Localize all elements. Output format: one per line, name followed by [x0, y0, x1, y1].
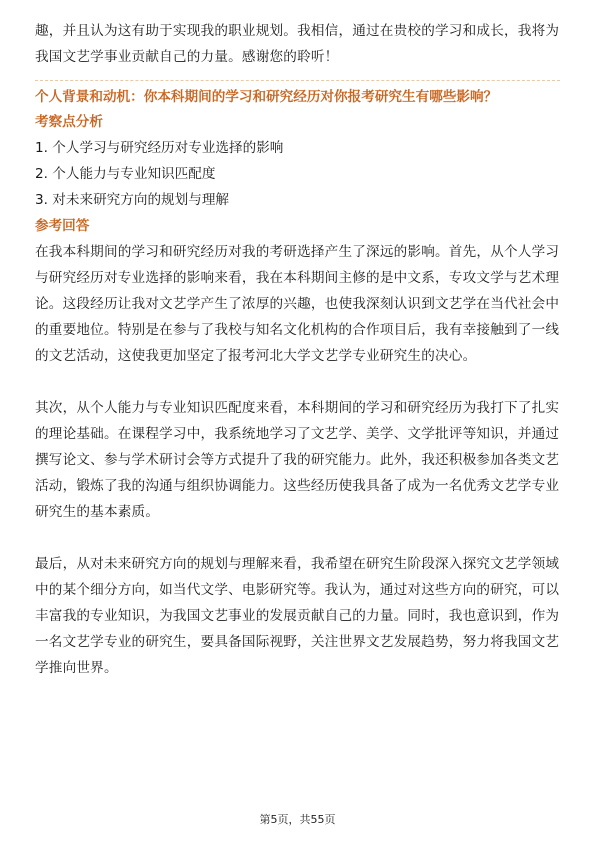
analysis-item: 3. 对未来研究方向的规划与理解	[35, 192, 230, 208]
analysis-item: 1. 个人学习与研究经历对专业选择的影响	[35, 140, 284, 156]
answer-paragraph: 在我本科期间的学习和研究经历对我的考研选择产生了深远的影响。首先，从个人学习与研究经历对专业选择的影响来看，我在本科期间主修的是中文系，专攻文学与艺术理论。这段经历让我对文艺学产生了浓厚的兴趣，也使我深刻认识到文艺学在当代社会中的重要地位。特别是在参与了我校与知名文化机构的合作项目后，我有幸接触到了一线的文艺活动，这使我更加坚定了报考河北大学文艺学专业研究生的决心。	[35, 244, 560, 364]
answer-paragraph: 其次，从个人能力与专业知识匹配度来看，本科期间的学习和研究经历为我打下了扎实的理论基础。在课程学习中，我系统地学习了文艺学、美学、文学批评等知识，并通过撰写论文、参与学术研讨会等方式提升了我的研究能力。此外，我还积极参加各类文艺活动，锻炼了我的沟通与组织协调能力。这些经历使我具备了成为一名优秀文艺学专业研究生的基本素质。	[35, 400, 560, 520]
analysis-heading: 考察点分析	[35, 114, 103, 130]
answer-paragraph: 最后，从对未来研究方向的规划与理解来看，我希望在研究生阶段深入探究文艺学领域中的某个细分方向，如当代文学、电影研究等。我认为，通过对这些方向的研究，可以丰富我的专业知识，为我国文艺事业的发展贡献自己的力量。同时，我也意识到，作为一名文艺学专业的研究生，要具备国际视野，关注世界文艺发展趋势，努力将我国文艺学推向世界。	[35, 556, 560, 676]
analysis-item: 2. 个人能力与专业知识匹配度	[35, 166, 216, 182]
answer-heading: 参考回答	[35, 218, 90, 234]
question-heading: 个人背景和动机：你本科期间的学习和研究经历对你报考研究生有哪些影响？	[35, 89, 498, 105]
page-content	[35, 18, 560, 681]
intro-paragraph: 趣，并且认为这有助于实现我的职业规划。我相信，通过在贵校的学习和成长，我将为我国文艺学事业贡献自己的力量。感谢您的聆听！	[35, 23, 560, 65]
page-number: 第5页，共55页	[259, 813, 336, 826]
section-divider	[35, 80, 560, 81]
